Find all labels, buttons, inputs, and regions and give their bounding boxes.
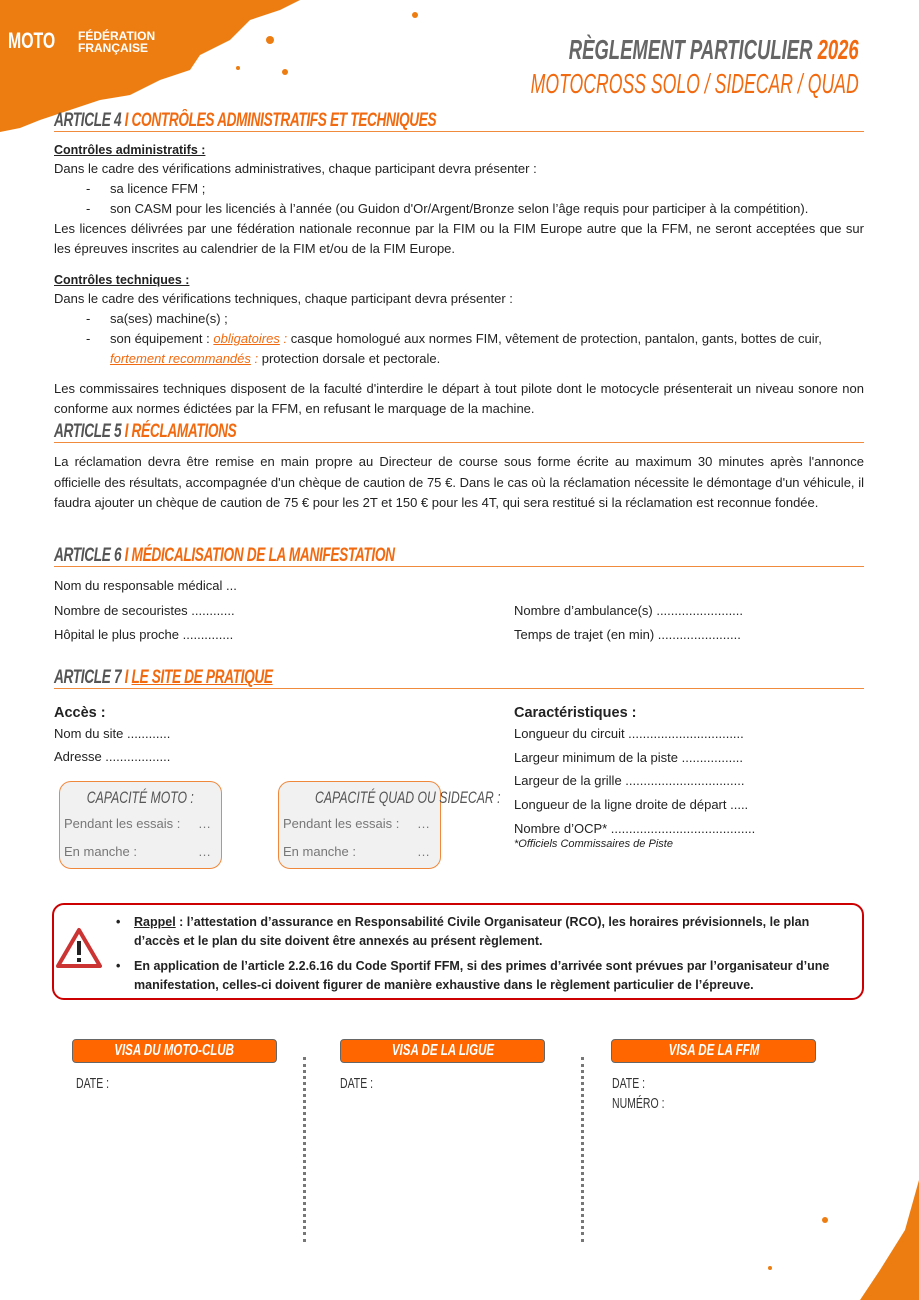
article-number: ARTICLE 4 bbox=[54, 110, 122, 131]
warning-triangle-icon bbox=[56, 927, 102, 969]
numero-label: NUMÉRO : bbox=[612, 1095, 665, 1112]
visa-ligue bbox=[340, 1039, 545, 1063]
visa-title: VISA DU MOTO-CLUB bbox=[114, 1042, 235, 1059]
capacity-quad-box bbox=[278, 781, 501, 869]
capacity-moto-box bbox=[59, 781, 222, 869]
medical-responsible-field[interactable]: Nom du responsable médical ... bbox=[54, 578, 237, 593]
article-number: ARTICLE 5 bbox=[54, 421, 122, 442]
text: protection dorsale et pectorale. bbox=[258, 351, 441, 366]
manche-label: En manche : bbox=[283, 844, 356, 859]
article-title: RÉCLAMATIONS bbox=[131, 421, 237, 442]
tech-title: Contrôles techniques : bbox=[54, 273, 190, 287]
visa-moto-club bbox=[72, 1039, 277, 1063]
text: casque homologué aux normes FIM, vêtement de protection, pantalon, gants, bottes de cuir, bbox=[287, 331, 822, 346]
article-title: MÉDICALISATION DE LA MANIFESTATION bbox=[131, 545, 395, 566]
text: En application de l’article 2.2.6.16 du Code Sportif FFM, si des primes d’arrivée sont prévues par l’organisateur d’une manifestation, celles-ci doivent figurer de manière exhaustive dans le règlement particulier de l’épreuve. bbox=[134, 959, 830, 992]
title-main: RÈGLEMENT PARTICULIER bbox=[569, 34, 813, 65]
essais-label: Pendant les essais : bbox=[64, 816, 181, 831]
ocp-note: *Officiels Commissaires de Piste bbox=[514, 838, 673, 850]
article-5-heading bbox=[54, 421, 864, 443]
address-field[interactable]: Adresse .................. bbox=[54, 749, 171, 764]
logo-line2: FRANÇAISE bbox=[78, 41, 149, 55]
admin-item: - son CASM pour les licenciés à l’année (ou Guidon d'Or/Argent/Bronze selon l’âge requis pour participer à la compétition). bbox=[54, 199, 864, 219]
admin-item: - sa licence FFM ; bbox=[54, 179, 864, 199]
characteristics-heading: Caractéristiques : bbox=[514, 705, 637, 721]
hospital-field[interactable]: Hôpital le plus proche .............. bbox=[54, 627, 234, 642]
ocp-field[interactable]: Nombre d’OCP* ........................................ bbox=[514, 821, 756, 836]
manche-value[interactable]: … bbox=[417, 844, 430, 859]
subtitle: MOTOCROSS SOLO / SIDECAR / QUAD bbox=[530, 68, 859, 99]
article-number: ARTICLE 6 bbox=[54, 545, 122, 566]
tech-note: Les commissaires techniques disposent de la faculté d'interdire le départ à tout pilote dont le motocycle présenterait un niveau sonore non conforme aux normes édictées par la FFM, en refusant le marquage de la machine. bbox=[54, 381, 864, 416]
admin-intro: Dans le cadre des vérifications administratives, chaque participant devra présenter : bbox=[54, 161, 537, 176]
manche-value[interactable]: … bbox=[198, 844, 211, 859]
essais-value[interactable]: … bbox=[198, 816, 211, 831]
article-7-heading bbox=[54, 667, 864, 689]
site-name-field[interactable]: Nom du site ............ bbox=[54, 726, 171, 741]
divider bbox=[581, 1057, 584, 1242]
divider bbox=[303, 1057, 306, 1242]
text: : l’attestation d’assurance en Responsabilité Civile Organisateur (RCO), les horaires prévisionnels, le plan d’accès et le plan du site doivent être annexés au présent règlement. bbox=[134, 915, 810, 948]
obligatoires-label: obligatoires bbox=[213, 331, 280, 346]
travel-time-field[interactable]: Temps de trajet (en min) ....................... bbox=[514, 627, 741, 642]
access-heading: Accès : bbox=[54, 705, 106, 721]
rescuers-field[interactable]: Nombre de secouristes ............ bbox=[54, 603, 235, 618]
separator: I bbox=[124, 110, 129, 131]
article-title: CONTRÔLES ADMINISTRATIFS ET TECHNIQUES bbox=[131, 110, 437, 131]
start-line-field[interactable]: Longueur de la ligne droite de départ ..... bbox=[514, 797, 749, 812]
rappel-label: Rappel bbox=[134, 915, 176, 929]
min-width-field[interactable]: Largeur minimum de la piste ................. bbox=[514, 750, 744, 765]
grid-width-field[interactable]: Largeur de la grille ................................. bbox=[514, 773, 745, 788]
separator: I bbox=[124, 667, 129, 688]
notice-box bbox=[52, 903, 864, 1000]
article-4-body bbox=[54, 141, 864, 419]
recommandes-label: fortement recommandés bbox=[110, 351, 251, 366]
capacity-title: CAPACITÉ MOTO : bbox=[86, 788, 194, 807]
separator: I bbox=[124, 545, 129, 566]
ambulances-field[interactable]: Nombre d’ambulance(s) ........................ bbox=[514, 603, 744, 618]
article-5-text: La réclamation devra être remise en main propre au Directeur de course sous forme écrite au maximum 30 minutes après l'annonce officielle des résultats, accompagnée d'un chèque de caution de 75 €. Dans le cas où la réclamation nécessite le démontage d'un véhicule, il faudra ajouter un chèque de caution de 75 € pour les 2T et 150 € pour les 4T, qui sera restitué si la réclamation est reconnue fondée. bbox=[54, 454, 864, 510]
notice-item-primes: • En application de l’article 2.2.6.16 du Code Sportif FFM, si des primes d’arrivée sont prévues par l’organisateur d’une manifestation, celles-ci doivent figurer de manière exhaustive dans le règlement particulier de l’épreuve. bbox=[116, 959, 830, 992]
text: son équipement : bbox=[110, 331, 214, 346]
visa-ffm bbox=[611, 1039, 816, 1063]
admin-note: Les licences délivrées par une fédération nationale reconnue par la FIM ou la FIM Europe autre que la FFM, ne seront acceptées que sur les épreuves inscrites au calendrier de la FIM et/ou de la FIM Europe. bbox=[54, 221, 864, 256]
separator: I bbox=[124, 421, 129, 442]
visa-title: VISA DE LA LIGUE bbox=[391, 1042, 494, 1059]
article-title: LE SITE DE PRATIQUE bbox=[131, 667, 273, 688]
tech-item: - sa(ses) machine(s) ; bbox=[54, 309, 864, 329]
title-year: 2026 bbox=[817, 34, 859, 65]
text: : bbox=[250, 351, 259, 366]
article-number: ARTICLE 7 bbox=[54, 667, 122, 688]
article-6-heading bbox=[54, 545, 864, 567]
manche-label: En manche : bbox=[64, 844, 137, 859]
capacity-title: CAPACITÉ QUAD OU SIDECAR : bbox=[315, 788, 501, 807]
circuit-length-field[interactable]: Longueur du circuit ................................ bbox=[514, 726, 744, 741]
date-label: DATE : bbox=[76, 1075, 110, 1092]
tech-intro: Dans le cadre des vérifications techniques, chaque participant devra présenter : bbox=[54, 291, 513, 306]
date-label: DATE : bbox=[340, 1075, 374, 1092]
article-4-heading bbox=[54, 110, 864, 132]
document-title bbox=[338, 34, 859, 100]
ffm-logo bbox=[8, 28, 156, 55]
visa-title: VISA DE LA FFM bbox=[668, 1042, 759, 1059]
date-label: DATE : bbox=[612, 1075, 646, 1092]
logo-moto: MOTO bbox=[8, 28, 56, 53]
essais-value[interactable]: … bbox=[417, 816, 430, 831]
notice-item-rappel: • Rappel : l’attestation d’assurance en Responsabilité Civile Organisateur (RCO), les horaires prévisionnels, le plan d’accès et le plan du site doivent être annexés au présent règlement. bbox=[116, 915, 810, 948]
tech-item-equipment bbox=[54, 329, 864, 369]
admin-title: Contrôles administratifs : bbox=[54, 143, 206, 157]
text: : bbox=[279, 331, 288, 346]
logo-line1: FÉDÉRATION bbox=[78, 29, 156, 43]
essais-label: Pendant les essais : bbox=[283, 816, 400, 831]
